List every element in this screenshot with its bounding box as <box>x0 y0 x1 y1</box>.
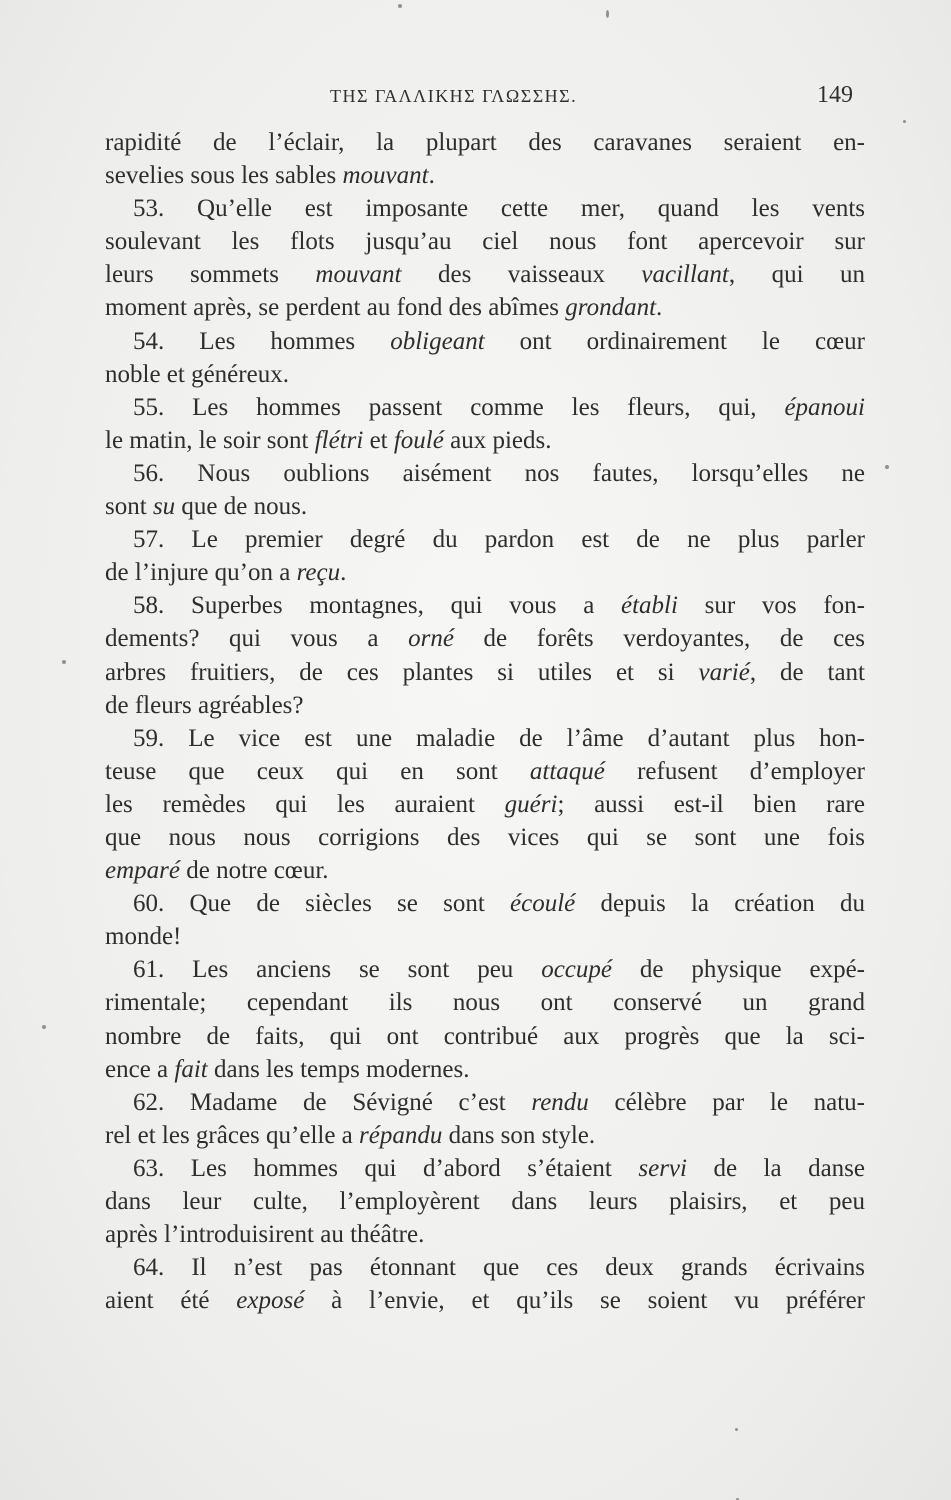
text-line <box>105 656 865 689</box>
text-line <box>105 225 865 258</box>
text-segment: aux pieds. <box>443 426 552 454</box>
text-segment: dans leur culte, l’employèrent dans leurs plaisirs, et peu <box>105 1188 865 1215</box>
text-segment: soulevant les flots jusqu’au ciel nous font apercevoir sur <box>105 228 865 256</box>
text-segment: ; aussi est-il bien rare <box>557 790 865 818</box>
italic-word: orné <box>408 625 454 653</box>
text-segment: de l’injure qu’on a <box>105 559 297 587</box>
italic-word: vacillant <box>641 261 729 289</box>
text-segment: noble et généreux. <box>105 360 289 388</box>
text-segment: de la danse <box>686 1154 865 1182</box>
text-line <box>105 689 865 722</box>
text-segment: monde! <box>105 923 182 951</box>
italic-word: rendu <box>531 1088 589 1116</box>
text-segment: rimentale; cependant ils nous ont conservé un grand <box>105 989 865 1017</box>
text-segment: dans son style. <box>442 1121 596 1149</box>
italic-word: servi <box>638 1154 687 1182</box>
text-line <box>105 854 865 887</box>
text-segment: et <box>363 426 394 454</box>
text-line <box>105 424 865 457</box>
text-line <box>105 1185 865 1218</box>
text-segment: de notre cœur. <box>179 857 329 885</box>
text-line <box>105 291 865 324</box>
text-segment: que de nous. <box>175 493 308 521</box>
text-line <box>105 1218 865 1251</box>
text-segment: des vaisseaux <box>401 261 642 289</box>
italic-word: su <box>152 493 176 521</box>
text-segment: sont <box>105 493 153 521</box>
text-segment: aient été <box>105 1287 237 1315</box>
text-line <box>105 126 865 159</box>
text-segment: sur vos fon- <box>677 592 865 620</box>
text-segment: à l’envie, et qu’ils se soient vu préférer <box>304 1287 865 1315</box>
text-line <box>105 1020 865 1053</box>
page-header <box>105 82 865 116</box>
text-segment: teuse que ceux qui en sont <box>105 757 530 785</box>
text-segment: . <box>656 294 663 322</box>
text-segment: 62. Madame de Sévigné c’est <box>133 1088 532 1116</box>
text-segment: 55. Les hommes passent comme les fleurs, qui, <box>133 393 785 421</box>
italic-word: répandu <box>359 1121 443 1149</box>
text-segment: ence a <box>105 1055 175 1083</box>
text-segment: après l’introduisirent au théâtre. <box>105 1221 425 1249</box>
text-line <box>105 1053 865 1086</box>
text-segment: 61. Les anciens se sont peu <box>133 956 542 984</box>
text-segment: . <box>428 162 435 190</box>
text-segment: ont ordinairement le cœur <box>484 327 865 355</box>
text-segment: 63. Les hommes qui d’abord s’étaient <box>133 1154 639 1182</box>
text-segment: le matin, le soir sont <box>105 426 315 454</box>
text-segment: 59. Le vice est une maladie de l’âme d’autant plus hon- <box>133 724 865 752</box>
text-line <box>105 953 865 986</box>
text-segment: , qui un <box>728 261 865 289</box>
text-line <box>105 523 865 556</box>
text-line <box>105 159 865 192</box>
italic-word: foulé <box>393 426 444 454</box>
italic-word: emparé <box>105 857 180 885</box>
scan-speck <box>606 10 609 18</box>
text-segment: refusent d’employer <box>604 757 865 785</box>
text-line <box>105 722 865 755</box>
text-segment: leurs sommets <box>105 261 316 289</box>
text-segment: 57. Le premier degré du pardon est de ne plus parler <box>133 526 865 554</box>
text-segment: moment après, se perdent au fond des abîmes <box>105 294 566 322</box>
scan-speck <box>398 4 402 8</box>
text-line <box>105 589 865 622</box>
scan-speck <box>42 1025 46 1029</box>
text-line <box>105 920 865 953</box>
text-line <box>105 1251 865 1284</box>
text-line <box>105 556 865 589</box>
text-segment: depuis la création du <box>575 890 865 918</box>
text-segment: que nous nous corrigions des vices qui se sont une fois <box>105 823 865 851</box>
italic-word: établi <box>621 592 678 620</box>
italic-word: attaqué <box>529 757 605 785</box>
text-segment: 54. Les hommes <box>133 327 391 355</box>
page-number: 149 <box>817 82 853 108</box>
scan-speck <box>903 120 906 123</box>
text-line <box>105 755 865 788</box>
text-line <box>105 358 865 391</box>
italic-word: fait <box>174 1055 208 1083</box>
text-line <box>105 325 865 358</box>
italic-word: mouvant <box>342 162 429 190</box>
italic-word: écoulé <box>510 890 576 918</box>
text-segment: dements? qui vous a <box>105 625 409 653</box>
italic-word: guéri <box>504 790 558 818</box>
scan-speck <box>62 660 66 664</box>
body-text <box>105 126 865 1317</box>
scan-speck <box>735 1428 738 1431</box>
text-line <box>105 490 865 523</box>
text-line <box>105 1119 865 1152</box>
scan-speck <box>885 465 889 469</box>
text-segment: célèbre par le natu- <box>588 1088 865 1116</box>
text-segment: nombre de faits, qui ont contribué aux progrès que la sci- <box>105 1022 865 1050</box>
text-segment: 60. Que de siècles se sont <box>133 890 511 918</box>
text-segment: , de tant <box>749 658 865 686</box>
italic-word: exposé <box>236 1287 305 1315</box>
italic-word: flétri <box>314 426 364 454</box>
text-segment: dans les temps modernes. <box>207 1055 470 1083</box>
italic-word: épanoui <box>784 393 865 421</box>
italic-word: varié <box>698 658 750 686</box>
text-segment: de physique expé- <box>611 956 865 984</box>
italic-word: mouvant <box>315 261 402 289</box>
text-line <box>105 986 865 1019</box>
text-line <box>105 192 865 225</box>
text-segment: rapidité de l’éclair, la plupart des caravanes seraient en- <box>105 129 865 156</box>
text-segment: 56. Nous oublions aisément nos fautes, lorsqu’elles ne <box>133 459 865 487</box>
italic-word: occupé <box>541 956 612 984</box>
text-segment: 64. Il n’est pas étonnant que ces deux grands écrivains <box>133 1254 865 1282</box>
text-line <box>105 457 865 490</box>
italic-word: reçu <box>296 559 341 587</box>
text-segment: arbres fruitiers, de ces plantes si utiles et si <box>105 658 699 686</box>
text-line <box>105 258 865 291</box>
text-segment: sevelies sous les sables <box>105 162 343 190</box>
text-segment: 53. Qu’elle est imposante cette mer, quand les vents <box>133 195 865 223</box>
text-line <box>105 1284 865 1317</box>
running-head: ΤΗΣ ΓΑΛΛΙΚΗΣ ΓΛΩΣΣΗΣ. <box>330 86 578 106</box>
text-segment: de forêts verdoyantes, de ces <box>453 625 865 653</box>
text-line <box>105 391 865 424</box>
text-line <box>105 1152 865 1185</box>
text-segment: 58. Superbes montagnes, qui vous a <box>133 592 621 620</box>
text-segment: rel et les grâces qu’elle a <box>105 1121 360 1149</box>
text-line <box>105 622 865 655</box>
text-line <box>105 887 865 920</box>
text-segment: . <box>340 559 347 587</box>
text-segment: de fleurs agréables? <box>105 691 304 719</box>
text-line <box>105 1086 865 1119</box>
text-line <box>105 821 865 854</box>
italic-word: grondant <box>565 294 657 322</box>
italic-word: obligeant <box>390 327 485 355</box>
text-segment: les remèdes qui les auraient <box>105 790 505 818</box>
text-line <box>105 788 865 821</box>
